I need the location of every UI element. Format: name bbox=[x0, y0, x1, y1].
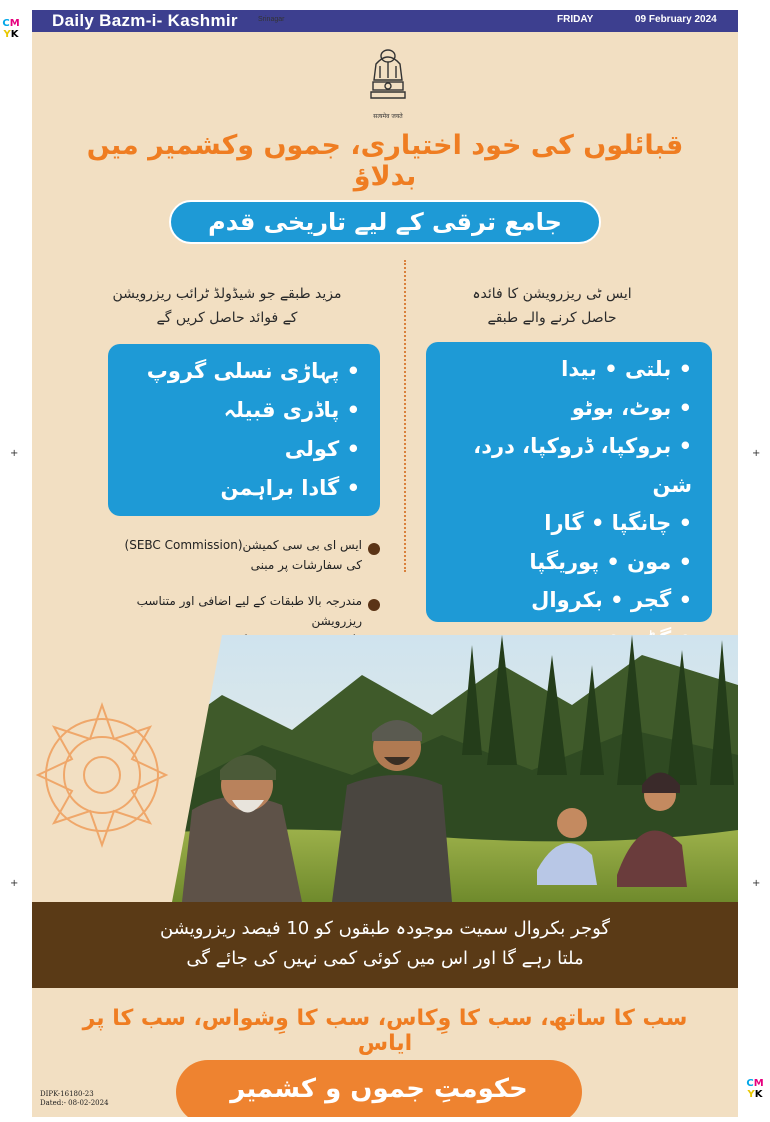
list-item: • گادا براہمن bbox=[220, 476, 360, 500]
note-sebc bbox=[122, 535, 362, 575]
crop-mark: + bbox=[10, 448, 19, 459]
cmyk-c: C bbox=[2, 18, 10, 29]
cmyk-y: Y bbox=[747, 1089, 755, 1100]
group-name: پاڈری قبیلہ bbox=[223, 398, 340, 422]
group-name: بروکپا، ڈروکپا، درد، شن bbox=[473, 434, 692, 497]
dipk-dated: Dated:- 08-02-2024 bbox=[40, 1099, 109, 1107]
government-footer: حکومتِ جموں و کشمیر bbox=[176, 1060, 582, 1117]
new-st-groups-box bbox=[108, 344, 380, 516]
cmyk-y: Y bbox=[3, 29, 11, 40]
list-item: • گجر • بکروال bbox=[531, 588, 692, 612]
group-name: بلتی • بیدا bbox=[561, 357, 672, 381]
right-heading-line: ایس ٹی ریزرویشن کا فائدہ bbox=[472, 286, 632, 302]
column-divider bbox=[404, 260, 406, 572]
ashoka-emblem-icon bbox=[368, 46, 408, 108]
crop-mark: + bbox=[10, 878, 19, 889]
subheadline-pill: جامع ترقی کے لیے تاریخی قدم bbox=[169, 200, 601, 244]
list-item: • بوٹ، بوٹو bbox=[571, 395, 692, 420]
crop-mark: + bbox=[752, 448, 761, 459]
left-heading-line: مزید طبقے جو شیڈولڈ ٹرائب ریزرویشن bbox=[112, 286, 342, 302]
left-column-heading bbox=[102, 282, 352, 330]
issue-date: 09 February 2024 bbox=[635, 14, 717, 25]
headline: قبائلوں کی خود اختیاری، جموں وکشمیر میں بدلاؤ bbox=[86, 130, 684, 192]
emblem-motto: सत्यमेव जयते bbox=[373, 113, 403, 120]
tribal-family-photo bbox=[32, 635, 738, 902]
left-heading-line: کے فوائد حاصل کریں گے bbox=[156, 310, 298, 326]
list-item: • پہاڑی نسلی گروپ bbox=[146, 359, 360, 383]
cmyk-mark-bottom bbox=[746, 1078, 764, 1100]
list-item: • چانگپا • گارا bbox=[544, 511, 692, 535]
group-name: چانگپا • گارا bbox=[544, 511, 672, 535]
dipk-code bbox=[40, 1090, 109, 1108]
paper-name: Daily Bazm-i- Kashmir bbox=[52, 11, 238, 30]
note-line: کی سفارشات پر مبنی bbox=[250, 558, 362, 572]
list-item: • مون • پوریگپا bbox=[529, 549, 692, 574]
cmyk-c: C bbox=[746, 1078, 754, 1089]
group-name: گادا براہمن bbox=[220, 476, 340, 500]
right-heading-line: حاصل کرنے والے طبقے bbox=[487, 310, 617, 326]
cmyk-k: K bbox=[10, 29, 19, 40]
list-item: • بلتی • بیدا bbox=[561, 357, 692, 381]
cmyk-mark-top bbox=[2, 18, 20, 40]
list-item: • پاڈری قبیلہ bbox=[223, 398, 360, 422]
slogan: سب کا ساتھ، سب کا وِکاس، سب کا وِشواس، سب کا پر ایاس bbox=[82, 1006, 688, 1056]
right-column-heading bbox=[432, 282, 672, 330]
group-name: گجر • بکروال bbox=[531, 588, 672, 612]
cmyk-m: M bbox=[753, 1078, 764, 1089]
advertisement-poster bbox=[32, 32, 738, 1117]
group-name: مون • پوریگپا bbox=[529, 549, 672, 574]
banner-line: ملتا رہے گا اور اس میں کوئی کمی نہیں کی جائے گی bbox=[186, 948, 584, 969]
dipk-number: DIPK-16180-23 bbox=[40, 1090, 94, 1098]
issue-day: FRIDAY bbox=[557, 14, 594, 25]
list-item: • کولی bbox=[284, 437, 360, 461]
group-name: بوٹ، بوٹو bbox=[571, 395, 672, 420]
list-item: • بروکپا، ڈروکپا، درد، شن bbox=[473, 434, 692, 497]
crop-mark: + bbox=[752, 878, 761, 889]
masthead bbox=[32, 10, 738, 32]
paper-city: Srinagar bbox=[258, 16, 285, 23]
reservation-banner bbox=[32, 902, 738, 988]
cmyk-m: M bbox=[9, 18, 20, 29]
banner-line: گوجر بکروال سمیت موجودہ طبقوں کو 10 فیصد ریزرویشن bbox=[160, 918, 610, 939]
note-line: مندرجہ بالا طبقات کے لیے اضافی اور متناسب ریزرویشن bbox=[136, 594, 362, 628]
note-line: ایس ای بی سی کمیشن(SEBC Commission) bbox=[124, 538, 362, 552]
bullet-dot-icon bbox=[368, 543, 380, 555]
cmyk-k: K bbox=[754, 1089, 763, 1100]
existing-st-groups-box bbox=[426, 342, 712, 622]
group-name: پہاڑی نسلی گروپ bbox=[146, 359, 340, 383]
bullet-dot-icon bbox=[368, 599, 380, 611]
group-name: کولی bbox=[284, 437, 340, 461]
